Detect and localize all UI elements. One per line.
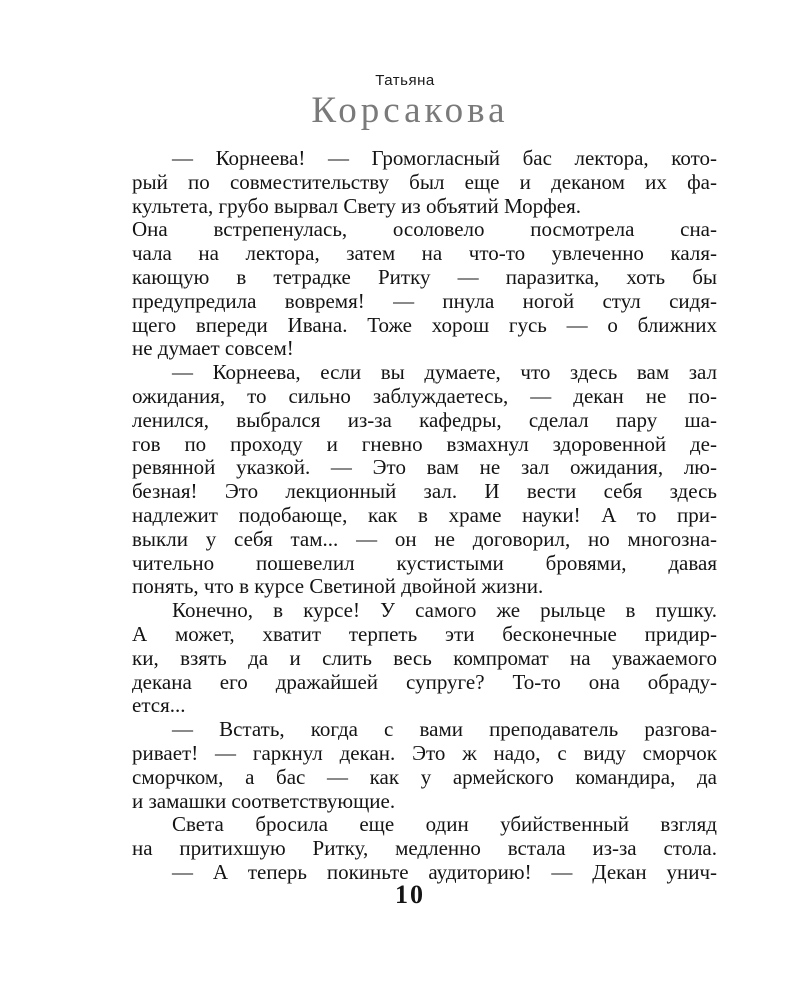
text-line: Света бросила еще один убийственный взгляд xyxy=(172,813,717,837)
text-line: и замашки соответствующие. xyxy=(132,789,396,813)
text-line: понять, что в курсе Светиной двойной жизни. xyxy=(132,575,544,599)
text-line: предупредила вовремя! — пнула ногой стул сидя- xyxy=(132,289,717,313)
text-line: кающую в тетрадке Ритку — паразитка, хоть бы xyxy=(132,265,717,289)
text-line: чительно пошевелил кустистыми бровями, давая xyxy=(132,551,717,575)
text-line: — Встать, когда с вами преподаватель разгова- xyxy=(172,718,717,742)
text-line: щего впереди Ивана. Тоже хорош гусь — о ближних xyxy=(132,313,717,337)
text-line: Она встрепенулась, осоловело посмотрела сна- xyxy=(132,218,717,242)
text-line: ки, взять да и слить весь компромат на уважаемого xyxy=(132,646,717,670)
text-line: ется... xyxy=(132,694,186,718)
text-line: — Корнеева! — Громогласный бас лектора, кото- xyxy=(172,147,717,170)
text-line: ленился, выбрался из-за кафедры, сделал пару ша- xyxy=(132,408,717,432)
page-number: 10 xyxy=(395,880,425,909)
text-line: безная! Это лекционный зал. И вести себя здесь xyxy=(132,480,717,504)
text-line: ожидания, то сильно заблуждаетесь, — декан не по- xyxy=(132,384,717,408)
author-last-name: Корсакова xyxy=(311,90,509,131)
text-line: на притихшую Ритку, медленно встала из-за стола. xyxy=(132,837,717,861)
text-line: — А теперь покиньте аудиторию! — Декан унич- xyxy=(172,860,717,884)
text-line: декана его дражайшей супруге? То-то она обраду- xyxy=(132,670,717,694)
text-line: культета, грубо вырвал Свету из объятий Морфея. xyxy=(132,194,582,218)
text-line: выкли у себя там... — он не договорил, но многозна- xyxy=(132,527,717,551)
text-line: — Корнеева, если вы думаете, что здесь вам зал xyxy=(172,361,717,385)
text-line: рый по совместительству был еще и деканом их фа- xyxy=(132,170,717,194)
author-first-name: Татьяна xyxy=(375,72,435,89)
text-line: чала на лектора, затем на что-то увлеченно каля- xyxy=(132,242,717,266)
running-header xyxy=(0,72,800,130)
body-text xyxy=(132,147,717,885)
text-line: надлежит подобающе, как в храме науки! А то при- xyxy=(132,503,717,527)
text-line: не думает совсем! xyxy=(132,337,294,361)
text-line: ревянной указкой. — Это вам не зал ожидания, лю- xyxy=(132,456,717,480)
text-line: Конечно, в курсе! У самого же рыльце в пушку. xyxy=(172,599,717,623)
text-line: сморчком, а бас — как у армейского командира, да xyxy=(132,765,717,789)
text-line: ривает! — гаркнул декан. Это ж надо, с виду сморчок xyxy=(132,741,717,765)
text-line: гов по проходу и гневно взмахнул здоровенной де- xyxy=(132,432,717,456)
text-line: А может, хватит терпеть эти бесконечные придир- xyxy=(132,622,717,646)
